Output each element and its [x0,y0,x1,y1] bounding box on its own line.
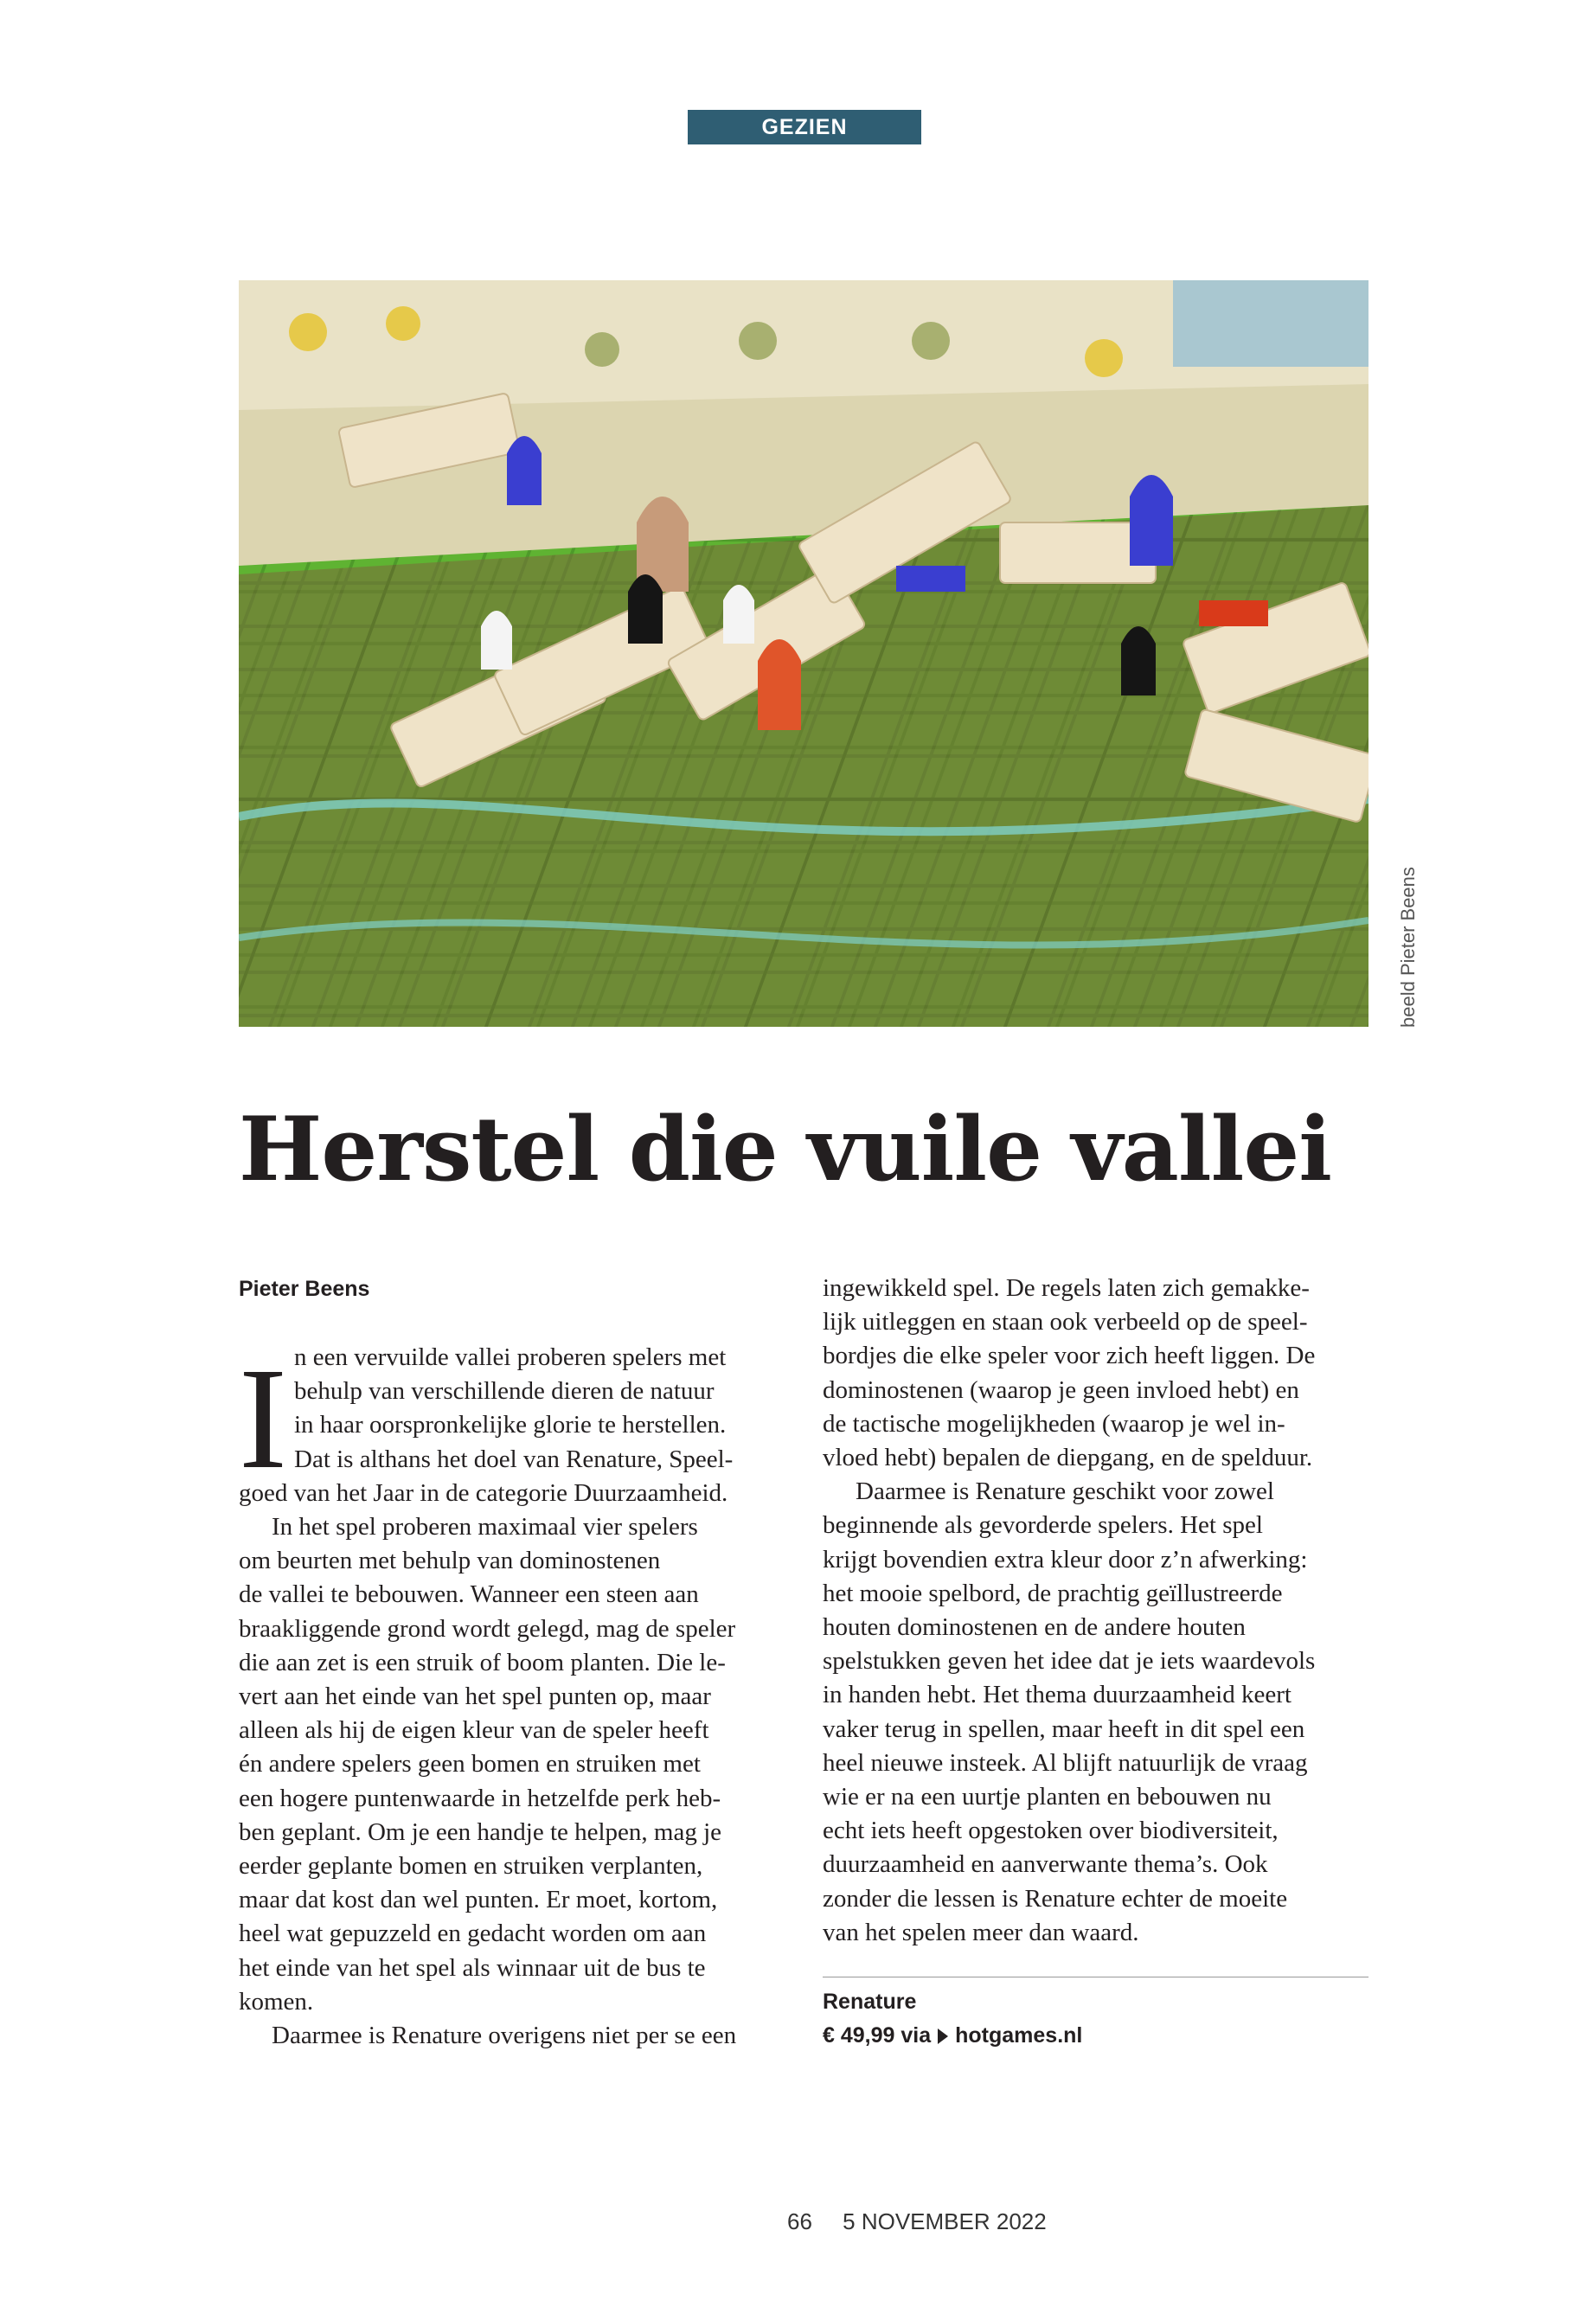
text-line: én andere spelers geen bomen en struiken met [239,1750,701,1779]
section-tag: GEZIEN [688,110,921,144]
text-line: krijgt bovendien extra kleur door z’n afwerking: [823,1545,1308,1574]
text-line: alleen als hij de eigen kleur van de speler heeft [239,1716,709,1745]
text-line: Daarmee is Renature geschikt voor zowel [856,1477,1274,1506]
intro-paragraph [239,1338,784,2053]
product-title: Renature [823,1990,917,2014]
text-line: in haar oorspronkelijke glorie te herstellen. [294,1411,727,1439]
dropcap: I [239,1338,287,1499]
product-infobox [823,1977,1368,2048]
text-line: In het spel proberen maximaal vier spelers [272,1513,698,1541]
text-line: goed van het Jaar in de categorie Duurzaamheid. [239,1478,728,1507]
text-line: komen. [239,1987,314,2016]
text-line: om beurten met behulp van dominostenen [239,1547,661,1575]
text-line: van het spelen meer dan waard. [823,1918,1139,1946]
text-line: n een vervuilde vallei proberen spelers met [294,1343,727,1371]
text-line: die aan zet is een struik of boom planten. Die le- [239,1648,726,1676]
board-game-illustration [239,280,1368,1027]
text-line: heel nieuwe insteek. Al blijft natuurlijk de vraag [823,1748,1308,1777]
text-line: vloed hebt) bepalen de diepgang, en de spelduur. [823,1444,1313,1472]
page-footer [787,2208,1047,2235]
text-line: ben geplant. Om je een handje te helpen, mag je [239,1817,722,1846]
text-line: het mooie spelbord, de prachtig geïllustreerde [823,1579,1283,1607]
text-line: lijk uitleggen en staan ook verbeeld op de speel- [823,1308,1308,1336]
text-line: de tactische mogelijkheden (waarop je wel in- [823,1409,1285,1438]
text-line: maar dat kost dan wel punten. Er moet, kortom, [239,1886,718,1914]
text-line: dominostenen (waarop je geen invloed hebt) en [823,1375,1299,1404]
author-byline: Pieter Beens [239,1277,370,1301]
text-line: bordjes die elke speler voor zich heeft liggen. De [823,1342,1316,1370]
headline: Herstel die vuile vallei [239,1098,1332,1202]
photo-credit: beeld Pieter Beens [1397,867,1419,1028]
text-line: in handen hebt. Het thema duurzaamheid keert [823,1681,1292,1709]
text-line: beginnende als gevorderde spelers. Het spel [823,1511,1263,1540]
text-line: behulp van verschillende dieren de natuur [294,1377,715,1406]
text-line: duurzaamheid en aanverwante thema’s. Ook [823,1850,1268,1879]
text-line: het einde van het spel als winnaar uit de bus te [239,1953,706,1982]
text-line: spelstukken geven het idee dat je iets waardevols [823,1647,1316,1676]
page-number: 66 [787,2208,812,2234]
text-line: de vallei te bebouwen. Wanneer een steen aan [239,1580,699,1609]
text-line: braakliggende grond wordt gelegd, mag de speler [239,1614,736,1643]
arrow-right-icon [938,2029,948,2044]
text-line: een hogere puntenwaarde in hetzelfde perk heb- [239,1784,721,1812]
text-line: heel wat gepuzzeld en gedacht worden om aan [239,1920,707,1948]
issue-date: 5 NOVEMBER 2022 [843,2208,1047,2234]
text-line: zonder die lessen is Renature echter de moeite [823,1884,1288,1913]
product-link[interactable]: hotgames.nl [955,2023,1083,2048]
text-line: wie er na een uurtje planten en bebouwen nu [823,1783,1272,1811]
text-line: vaker terug in spellen, maar heeft in dit spel een [823,1715,1305,1743]
text-line: Dat is althans het doel van Renature, Speel- [294,1445,734,1473]
product-price-row [823,2023,1368,2048]
text-line: ingewikkeld spel. De regels laten zich gemakke- [823,1274,1310,1302]
product-price: € 49,99 via [823,2023,932,2048]
right-column [823,1272,1368,1950]
text-line: eerder geplante bomen en struiken verplanten, [239,1852,703,1881]
article-photo [239,280,1368,1027]
text-line: Daarmee is Renature overigens niet per se een [272,2022,737,2050]
text-line: houten dominostenen en de andere houten [823,1613,1246,1642]
text-line: vert aan het einde van het spel punten op, maar [239,1682,711,1711]
text-line: echt iets heeft opgestoken over biodiversiteit, [823,1817,1279,1845]
